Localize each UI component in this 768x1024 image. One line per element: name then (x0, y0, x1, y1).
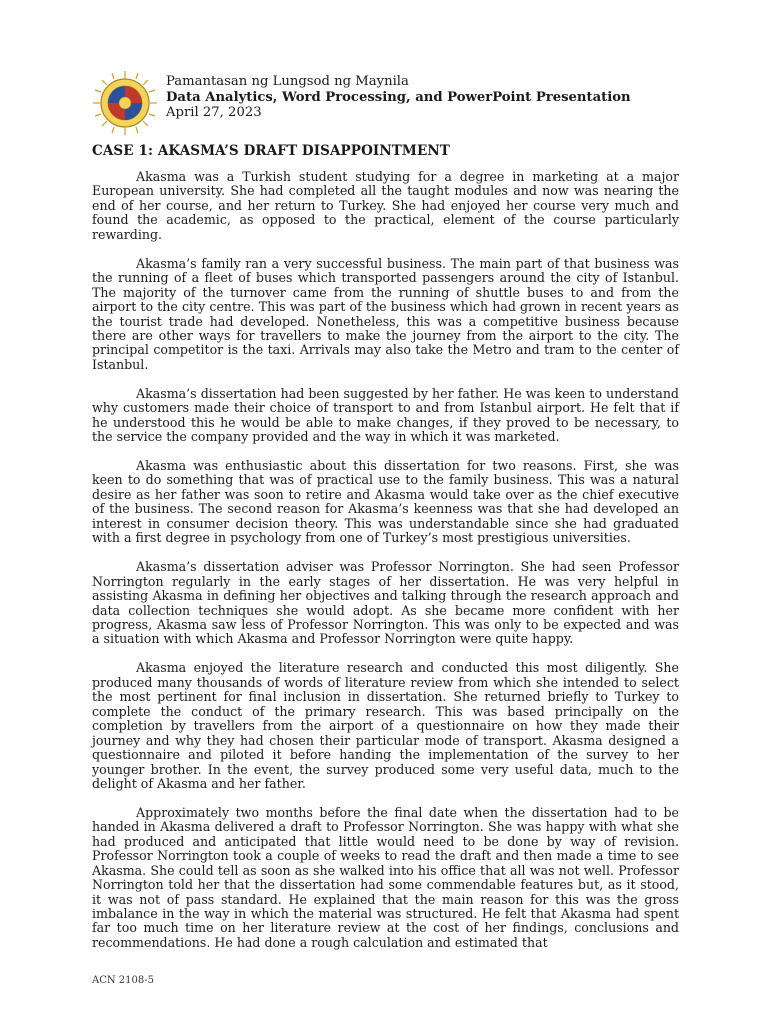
case-title: CASE 1: AKASMA’S DRAFT DISAPPOINTMENT (92, 143, 450, 159)
course-title: Data Analytics, Word Processing, and PowerPoint Presentation (166, 89, 631, 105)
paragraph: Approximately two months before the final date when the dissertation had to be handed in Akasma delivered a draft to Professor Norrington. She was happy with what she had produced and anticipated that little would need to be done by way of revision. Professor Norrington took a couple of weeks to read the draft and then made a time to see Akasma. She could tell as soon as she walked into his office that all was not well. Professor Norrington told her that the dissertation had some commendable features but, as it stood, it was not of pass standard. He explained that the main reason for this was the gross imbalance in the way in which the material was structured. He felt that Akasma had spent far too much time on her literature review at the cost of her findings, conclusions and recommendations. He had done a rough calculation and estimated that (92, 804, 679, 950)
paragraph: Akasma’s dissertation adviser was Professor Norrington. She had seen Professor Norrington regularly in the early stages of her dissertation. He was very helpful in assisting Akasma in defining her objectives and talking through the research approach and data collection techniques she would adopt. As she became more confident with her progress, Akasma saw less of Professor Norrington. This was only to be expected and was a situation with which Akasma and Professor Norrington were quite happy. (92, 559, 679, 647)
university-name: Pamantasan ng Lungsod ng Maynila (166, 74, 409, 89)
paragraph: Akasma’s family ran a very successful business. The main part of that business was the running of a fleet of buses which transported passengers around the city of Istanbul. The majority of the turnover came from the running of shuttle buses to and from the airport to the city centre. This was part of the business which had grown in recent years as the tourist trade had developed. Nonetheless, this was a competitive business because there are other ways for travellers to make the journey from the airport to the city. The principal competitor is the taxi. Arrivals may also take the Metro and tram to the center of Istanbul. (92, 255, 679, 372)
case-body (92, 170, 679, 965)
paragraph: Akasma was enthusiastic about this dissertation for two reasons. First, she was keen to do something that was of practical use to the family business. This was a natural desire as her father was soon to retire and Akasma would take over as the chief executive of the business. The second reason for Akasma’s keenness was that she had developed an interest in consumer decision theory. This was understandable since she had graduated with a first degree in psychology from one of Turkey’s most prestigious universities. (92, 458, 679, 546)
university-seal-icon (92, 70, 158, 136)
document-code: ACN 2108-5 (92, 975, 154, 986)
paragraph: Akasma’s dissertation had been suggested by her father. He was keen to understand why customers made their choice of transport to and from Istanbul airport. He felt that if he understood this he would be able to make changes, if they proved to be necessary, to the service the company provided and the way in which it was marketed. (92, 385, 679, 445)
document-date: April 27, 2023 (166, 105, 262, 120)
letterhead (92, 70, 692, 142)
paragraph: Akasma enjoyed the literature research and conducted this most diligently. She produced many thousands of words of literature review from which she intended to select the most pertinent for final inclusion in dissertation. She returned briefly to Turkey to complete the conduct of the primary research. This was based principally on the completion by travellers from the airport of a questionnaire on how they made their journey and why they had chosen their particular mode of transport. Akasma designed a questionnaire and piloted it before handing the implementation of the survey to her younger brother. In the event, the survey produced some very useful data, much to the delight of Akasma and her father. (92, 660, 679, 791)
paragraph: Akasma was a Turkish student studying for a degree in marketing at a major European university. She had completed all the taught modules and now was nearing the end of her course, and her return to Turkey. She had enjoyed her course very much and found the academic, as opposed to the practical, element of the course particularly rewarding. (92, 169, 679, 242)
letterhead-text (166, 74, 706, 121)
